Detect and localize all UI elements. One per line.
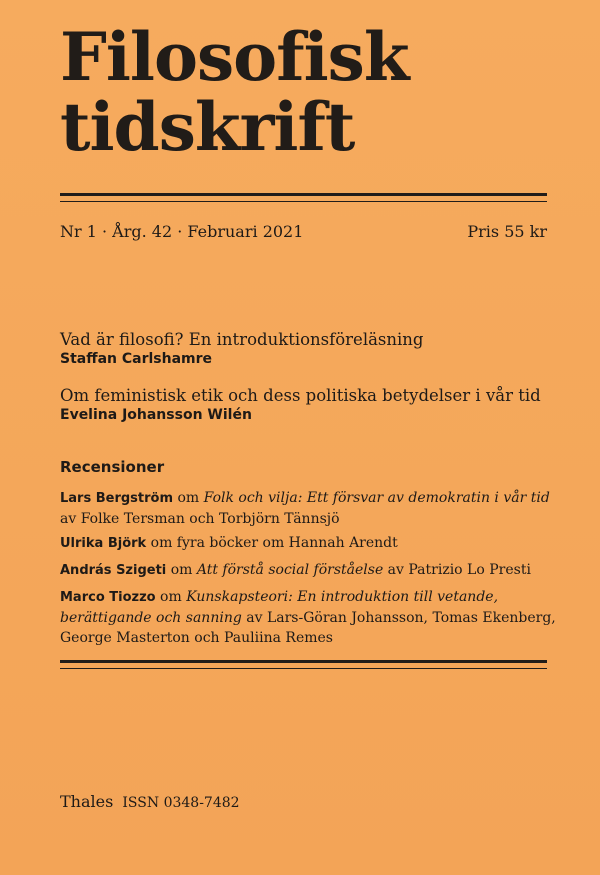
book-title: Att förstå social förståelse (196, 562, 384, 578)
review-subject: om fyra böcker om Hannah Arendt (146, 535, 398, 551)
review-4 (60, 587, 560, 648)
masthead-line-1: Filosofisk (60, 18, 409, 96)
reviews-heading: Recensioner (60, 458, 165, 476)
book-authors-cont: George Masterton och Pauliina Remes (60, 630, 333, 646)
review-om: om (173, 490, 204, 506)
bottom-rule-thick (60, 660, 547, 663)
top-rule-thin (60, 201, 547, 202)
article-title: Vad är filosofi? En introduktionsföreläsning (60, 330, 424, 349)
issue-info: Nr 1 · Årg. 42 · Februari 2021 (60, 222, 304, 241)
book-authors: av Lars-Göran Johansson, Tomas Ekenberg, (241, 610, 556, 626)
article-author: Evelina Johansson Wilén (60, 407, 252, 423)
book-authors: av Folke Tersman och Torbjörn Tännsjö (60, 511, 340, 527)
book-title-part-1: Kunskapsteori: En introduktion till vetande, (186, 589, 499, 605)
book-title: Folk och vilja: Ett försvar av demokratin i vår tid (203, 490, 550, 506)
review-1 (60, 488, 560, 529)
reviewer-name: Marco Tiozzo (60, 590, 156, 605)
article-2 (60, 385, 560, 425)
issue-line (60, 222, 547, 241)
review-3 (60, 560, 560, 581)
bottom-rule-thin (60, 668, 547, 669)
book-authors: av Patrizio Lo Presti (383, 562, 531, 578)
issn: ISSN 0348-7482 (122, 795, 240, 811)
masthead-line-2: tidskrift (60, 88, 355, 166)
masthead-title (60, 18, 560, 166)
article-title: Om feministisk etik och dess politiska betydelser i vår tid (60, 386, 541, 405)
article-1 (60, 329, 560, 369)
footer (60, 792, 240, 811)
article-author: Staffan Carlshamre (60, 351, 213, 367)
review-om: om (155, 589, 187, 605)
issue-price: Pris 55 kr (467, 222, 547, 241)
reviewer-name: András Szigeti (60, 563, 167, 578)
reviewer-name: Lars Bergström (60, 491, 174, 506)
top-rule-thick (60, 193, 547, 196)
review-om: om (166, 562, 197, 578)
reviewer-name: Ulrika Björk (60, 536, 147, 551)
publisher-name: Thales (60, 792, 114, 811)
book-title-part-2: berättigande och sanning (60, 610, 242, 626)
review-2 (60, 533, 560, 554)
